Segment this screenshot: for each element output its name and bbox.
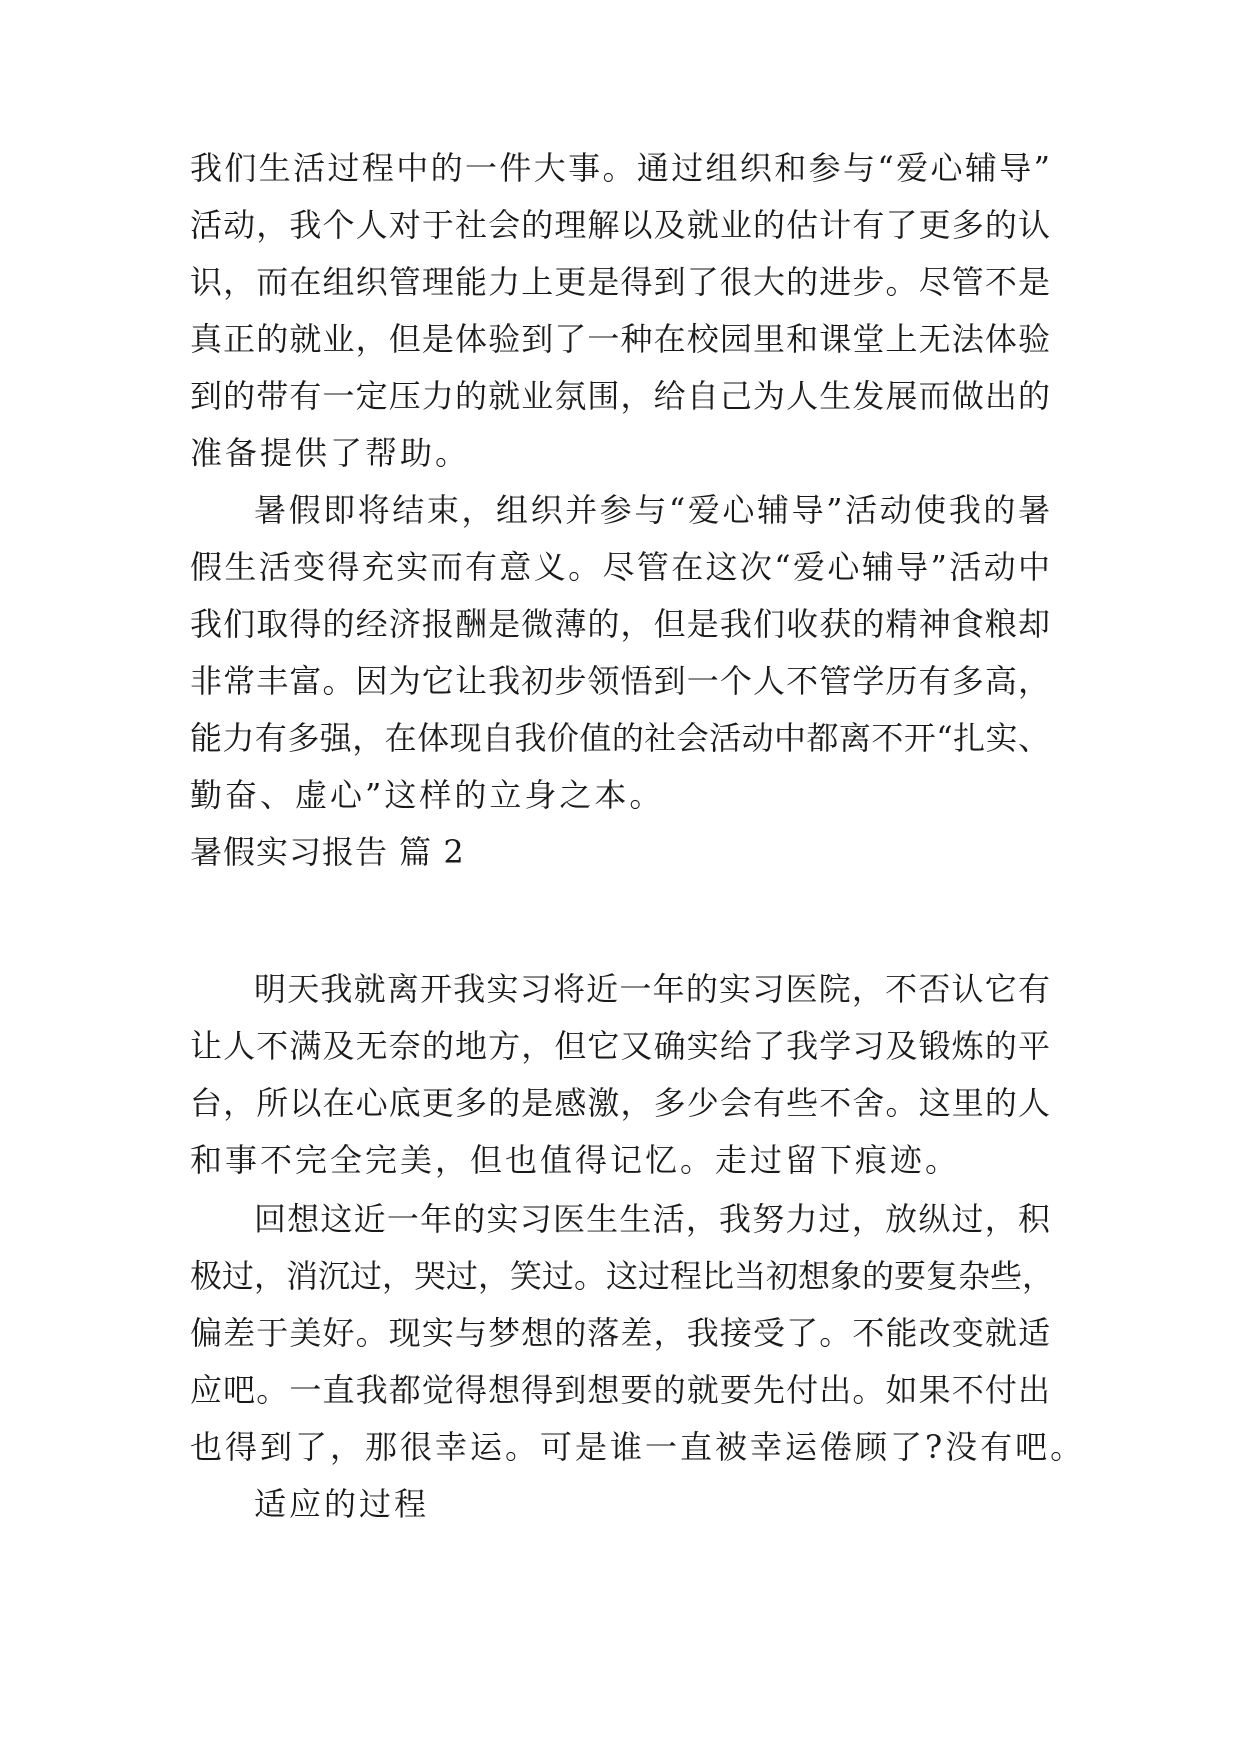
text-line: 和事不完全完美，但也值得记忆。走过留下痕迹。 xyxy=(190,1141,961,1179)
text-line: 非常丰富。因为它让我初步领悟到一个人不管学历有多高， xyxy=(190,662,1050,700)
text-line: 准备提供了帮助。 xyxy=(190,434,471,472)
text-line: 偏差于美好。现实与梦想的落差，我接受了。不能改变就适 xyxy=(190,1314,1050,1352)
text-line: 我们生活过程中的一件大事。通过组织和参与“爱心辅导” xyxy=(190,149,1050,187)
text-line: 回想这近一年的实习医生生活，我努力过，放纵过，积 xyxy=(254,1200,1050,1238)
text-line: 勤奋、虚心”这样的立身之本。 xyxy=(190,776,665,814)
text-line: 适应的过程 xyxy=(254,1485,430,1523)
text-line: 应吧。一直我都觉得想得到想要的就要先付出。如果不付出 xyxy=(190,1371,1050,1409)
text-line: 活动，我个人对于社会的理解以及就业的估计有了更多的认 xyxy=(190,206,1050,244)
text-line: 极过，消沉过，哭过，笑过。这过程比当初想象的要复杂些， xyxy=(190,1257,1055,1295)
text-line: 假生活变得充实而有意义。尽管在这次“爱心辅导”活动中 xyxy=(190,548,1050,586)
text-line: 我们取得的经济报酬是微薄的，但是我们收获的精神食粮却 xyxy=(190,605,1050,643)
section-heading: 暑假实习报告 篇 2 xyxy=(190,833,465,871)
text-line: 识，而在组织管理能力上更是得到了很大的进步。尽管不是 xyxy=(190,263,1050,301)
text-line: 也得到了，那很幸运。可是谁一直被幸运倦顾了?没有吧。 xyxy=(190,1428,1086,1466)
text-line: 让人不满及无奈的地方，但它又确实给了我学习及锻炼的平 xyxy=(190,1027,1050,1065)
text-line: 暑假即将结束，组织并参与“爱心辅导”活动使我的暑 xyxy=(254,491,1050,529)
text-line: 能力有多强，在体现自我价值的社会活动中都离不开“扎实、 xyxy=(190,719,1050,757)
text-line: 明天我就离开我实习将近一年的实习医院，不否认它有 xyxy=(254,970,1050,1008)
text-line: 到的带有一定压力的就业氛围，给自己为人生发展而做出的 xyxy=(190,377,1050,415)
text-line: 台，所以在心底更多的是感激，多少会有些不舍。这里的人 xyxy=(190,1084,1050,1122)
text-line: 真正的就业，但是体验到了一种在校园里和课堂上无法体验 xyxy=(190,320,1050,358)
